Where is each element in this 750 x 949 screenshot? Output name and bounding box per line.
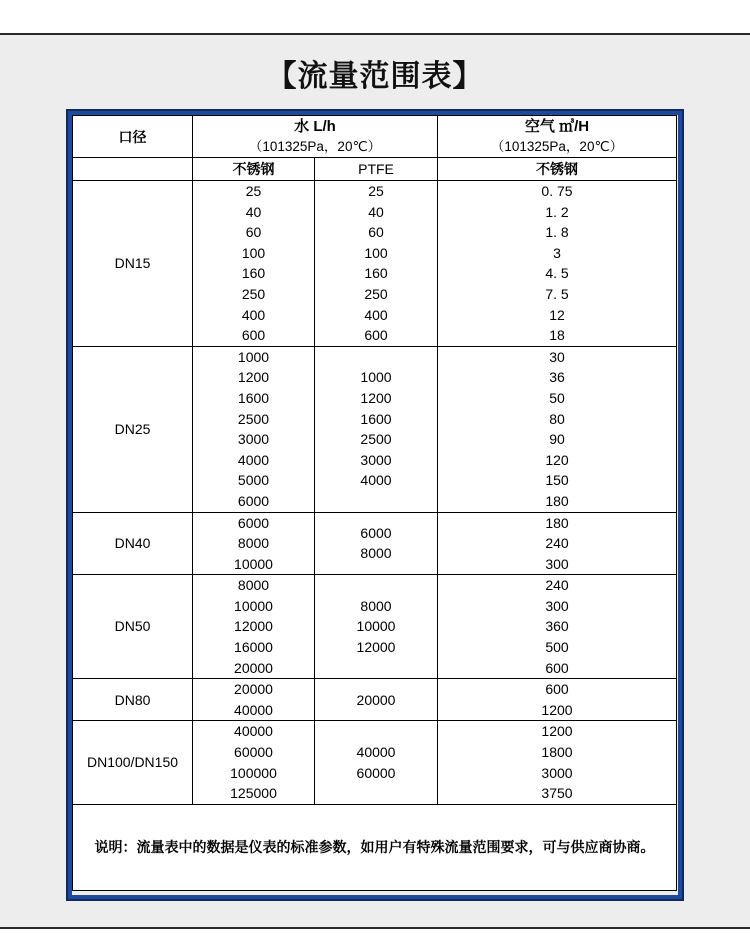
value-line: 2500 — [237, 410, 270, 427]
water-header-condition: （101325Pa，20℃） — [248, 139, 382, 154]
value-line: 1200 — [360, 389, 392, 406]
value-line: 600 — [545, 659, 569, 676]
value-line: DN15 — [114, 255, 151, 272]
water-ptfe-cell — [315, 679, 438, 721]
value-line: DN40 — [114, 535, 151, 552]
value-line: 1000 — [237, 348, 270, 365]
diameter-cell — [73, 575, 193, 679]
value-line: 40000 — [234, 723, 273, 740]
air-header-cell — [438, 116, 677, 158]
water-ptfe-cell — [315, 575, 438, 679]
value-line: 100000 — [230, 764, 277, 781]
value-line: 1200 — [541, 701, 573, 718]
value-line: 12 — [549, 306, 565, 323]
value-line: 100 — [241, 244, 266, 261]
water-header-cell — [193, 116, 438, 158]
water-ptfe-cell — [315, 721, 438, 804]
value-line: 400 — [364, 306, 388, 323]
value-line: 100 — [364, 244, 388, 261]
content-panel — [0, 33, 750, 929]
header-row-units — [73, 116, 677, 158]
value-line: 20000 — [356, 691, 396, 708]
value-line: 16000 — [234, 639, 273, 656]
value-line: 8000 — [237, 535, 270, 552]
value-line: 18 — [549, 327, 565, 344]
value-line: 1000 — [360, 369, 392, 386]
air-header-title: 空气 ㎥/H — [524, 118, 590, 135]
value-line: 20000 — [234, 659, 273, 676]
note-text: 说明：流量表中的数据是仪表的标准参数，如用户有特殊流量范围要求，可与供应商协商。 — [73, 804, 677, 890]
value-line: 6000 — [237, 492, 270, 509]
value-line: DN25 — [114, 420, 151, 437]
value-line: 4000 — [360, 472, 392, 489]
diameter-cell — [73, 346, 193, 512]
value-line: DN50 — [114, 618, 151, 635]
air-header-condition: （101325Pa，20℃） — [490, 139, 624, 154]
air-ss-cell — [438, 721, 677, 804]
value-line: 0. 75 — [541, 183, 573, 199]
flow-range-table — [72, 115, 677, 891]
water-ss-header-cell: 不锈钢 — [193, 158, 315, 181]
value-line: 6000 — [360, 524, 392, 541]
value-line: 300 — [545, 597, 569, 614]
value-line: 2500 — [360, 431, 392, 448]
table-head — [73, 116, 677, 181]
air-ss-cell — [438, 679, 677, 721]
value-line: 4. 5 — [545, 265, 569, 282]
air-ss-cell — [438, 512, 677, 575]
empty-header-cell — [73, 158, 193, 181]
value-line: 125000 — [230, 785, 277, 802]
header-row-materials — [73, 158, 677, 181]
value-line: 40 — [245, 203, 262, 220]
value-line: 500 — [545, 639, 569, 656]
diameter-cell — [73, 512, 193, 575]
page-title: 【流量范围表】 — [266, 60, 484, 93]
value-line: 40000 — [356, 744, 396, 761]
table-frame — [68, 111, 682, 899]
value-line: 60000 — [356, 764, 396, 781]
value-line: 1800 — [541, 744, 573, 761]
water-ss-cell — [193, 679, 315, 721]
air-ss-cell — [438, 181, 677, 347]
value-line: 10000 — [234, 597, 273, 614]
air-ss-cell — [438, 575, 677, 679]
value-line: 120 — [545, 451, 569, 468]
water-ptfe-cell — [315, 512, 438, 575]
value-line: 400 — [241, 306, 266, 323]
table-row — [73, 512, 677, 575]
water-ss-cell — [193, 181, 315, 347]
water-ss-cell — [193, 512, 315, 575]
value-line: 150 — [545, 472, 569, 489]
value-line: 3 — [553, 244, 561, 261]
water-ss-cell — [193, 346, 315, 512]
value-line: 7. 5 — [545, 285, 569, 302]
diameter-cell — [73, 181, 193, 347]
table-row — [73, 575, 677, 679]
water-header-title: 水 L/h — [294, 118, 336, 135]
value-line: 60 — [245, 224, 262, 241]
value-line: DN80 — [114, 691, 151, 708]
value-line: 25 — [245, 183, 262, 199]
table-row — [73, 181, 677, 347]
value-line: 160 — [241, 265, 266, 282]
table-row — [73, 721, 677, 804]
diameter-cell — [73, 721, 193, 804]
value-line: 30 — [549, 348, 565, 365]
value-line: 240 — [545, 535, 569, 552]
value-line: 180 — [545, 492, 569, 509]
water-ptfe-header-cell: PTFE — [315, 158, 438, 181]
table-body — [73, 181, 677, 805]
value-line: 80 — [549, 410, 565, 427]
water-ss-cell — [193, 721, 315, 804]
value-line: 60000 — [234, 744, 273, 761]
value-line: 180 — [545, 514, 569, 531]
value-line: 250 — [241, 285, 266, 302]
value-line: 8000 — [237, 577, 270, 594]
water-ptfe-cell — [315, 181, 438, 347]
value-line: 50 — [549, 389, 565, 406]
note-row — [73, 804, 677, 890]
value-line: 8000 — [360, 545, 392, 562]
value-line: 5000 — [237, 472, 270, 489]
value-line: 1600 — [237, 389, 270, 406]
diameter-cell — [73, 679, 193, 721]
value-line: 1200 — [237, 369, 270, 386]
value-line: 12000 — [356, 639, 396, 656]
value-line: 36 — [549, 369, 565, 386]
value-line: 600 — [241, 327, 266, 344]
value-line: 12000 — [234, 618, 273, 635]
value-line: 60 — [368, 224, 384, 241]
value-line: 40000 — [234, 701, 273, 718]
value-line: 90 — [549, 431, 565, 448]
value-line: 1. 2 — [545, 203, 569, 220]
value-line: 1. 8 — [545, 224, 569, 241]
value-line: 1600 — [360, 410, 392, 427]
value-line: 600 — [545, 681, 569, 698]
table-foot — [73, 804, 677, 890]
air-ss-header-cell: 不锈钢 — [438, 158, 677, 181]
air-ss-cell — [438, 346, 677, 512]
water-ss-cell — [193, 575, 315, 679]
value-line: 600 — [364, 327, 388, 344]
value-line: 25 — [368, 183, 384, 199]
table-row — [73, 346, 677, 512]
value-line: 240 — [545, 577, 569, 594]
diameter-header-cell: 口径 — [73, 116, 193, 158]
value-line: 300 — [545, 555, 569, 572]
value-line: 10000 — [356, 618, 396, 635]
value-line: 1200 — [541, 723, 573, 740]
value-line: 6000 — [237, 514, 270, 531]
value-line: 3750 — [541, 785, 573, 802]
table-row — [73, 679, 677, 721]
value-line: 360 — [545, 618, 569, 635]
value-line: 160 — [364, 265, 388, 282]
value-line: 3000 — [541, 764, 573, 781]
value-line: 4000 — [237, 451, 270, 468]
value-line: DN100/DN150 — [86, 754, 179, 771]
value-line: 3000 — [360, 451, 392, 468]
value-line: 40 — [368, 203, 384, 220]
value-line: 8000 — [360, 597, 392, 614]
value-line: 10000 — [234, 555, 273, 572]
value-line: 20000 — [234, 681, 273, 698]
value-line: 3000 — [237, 431, 270, 448]
water-ptfe-cell — [315, 346, 438, 512]
value-line: 250 — [364, 285, 388, 302]
